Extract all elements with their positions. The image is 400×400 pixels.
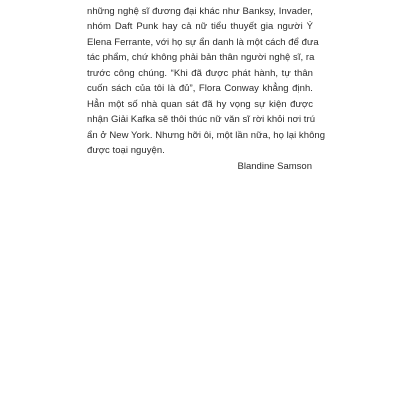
text-line: ẩn ở New York. Nhưng hỡi ôi, một lần nữa, họ lại không [87,129,326,141]
author-signature: Blandine Samson [237,161,312,172]
text-line: nhận Giải Kafka sẽ thôi thúc nữ văn sĩ rời khỏi nơi trú [87,114,316,125]
text-line: nhóm Daft Punk hay cả nữ tiểu thuyết gia người Ý [87,21,313,32]
text-line: Elena Ferrante, với họ sự ẩn danh là một cách để đưa [87,36,319,48]
text-line: Hẳn một số nhà quan sát đã hy vọng sự kiện được [87,98,313,110]
text-line: trước công chúng. “Khi đã được phát hành, tự thân [87,67,313,79]
text-line: những nghệ sĩ đương đại khác như Banksy, Invader, [87,5,313,17]
text-line: tác phẩm, chứ không phải bản thân người nghệ sĩ, ra [87,52,315,63]
text-line: được toại nguyện. [87,145,165,156]
article-text [87,0,326,159]
text-line: cuốn sách của tôi là đủ”, Flora Conway khẳng định. [87,83,313,94]
